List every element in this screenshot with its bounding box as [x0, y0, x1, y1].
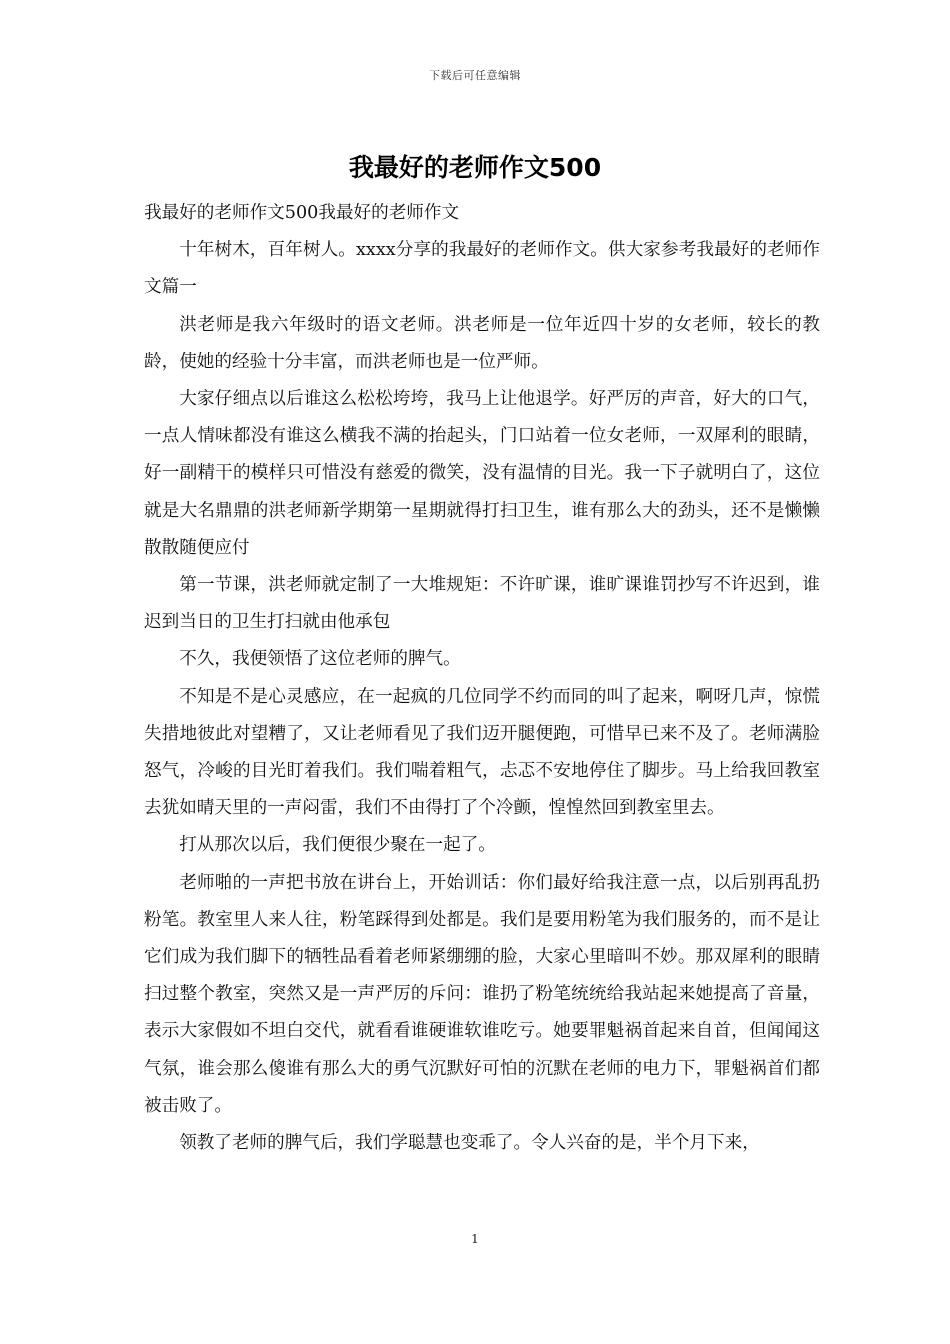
paragraph: 领教了老师的脾气后，我们学聪慧也变乖了。令人兴奋的是，半个月下来，: [179, 1133, 760, 1154]
paragraph: 老师啪的一声把书放在讲台上，开始训话：你们最好给我注意一点，以后别再乱扔粉笔。教室里人来人往，粉笔踩得到处都是。我们是要用粉笔为我们服务的，而不是让它们成为我们脚下的牺牲品看着老师紧绷绷的脸，大家心里暗叫不妙。那双犀利的眼睛扫过整个教室，突然又是一声严厉的斥问：谁扔了粉笔统统给我站起来她提高了音量，表示大家假如不坦白交代，就看看谁硬谁软谁吃亏。她要罪魁祸首起来自首，但闻闻这气氛，谁会那么傻谁有那么大的勇气沉默好可怕的沉默在老师的电力下，罪魁祸首们都被击败了。: [144, 872, 820, 1116]
paragraph: 洪老师是我六年级时的语文老师。洪老师是一位年近四十岁的女老师，较长的教龄，使她的经验十分丰富，而洪老师也是一位严师。: [144, 314, 820, 372]
paragraph: 大家仔细点以后谁这么松松垮垮，我马上让他退学。好严厉的声音，好大的口气，一点人情味都没有谁这么横我不满的抬起头，门口站着一位女老师，一双犀利的眼睛，好一副精干的模样只可惜没有慈爱的微笑，没有温情的目光。我一下子就明白了，这位就是大名鼎鼎的洪老师新学期第一星期就得打扫卫生，谁有那么大的劲头，还不是懒懒散散随便应付: [144, 389, 820, 558]
page-header: 下载后可任意编辑: [429, 69, 521, 82]
paragraph: 第一节课，洪老师就定制了一大堆规矩：不许旷课，谁旷课谁罚抄写不许迟到，谁迟到当日的卫生打扫就由他承包: [144, 575, 820, 633]
document-title: 我最好的老师作文500: [348, 153, 602, 182]
page-number: 1: [471, 1232, 479, 1246]
document-subtitle: 我最好的老师作文500我最好的老师作文: [144, 203, 460, 223]
paragraph: 十年树木，百年树人。xxxx分享的我最好的老师作文。供大家参考我最好的老师作文篇一: [144, 240, 820, 298]
paragraph: 不久，我便领悟了这位老师的脾气。: [179, 649, 461, 670]
paragraph: 不知是不是心灵感应，在一起疯的几位同学不约而同的叫了起来，啊呀几声，惊慌失措地彼此对望糟了，又让老师看见了我们迈开腿便跑，可惜早已来不及了。老师满脸怒气，冷峻的目光盯着我们。我们喘着粗气，忐忑不安地停住了脚步。马上给我回教室去犹如晴天里的一声闷雷，我们不由得打了个冷颤，惶惶然回到教室里去。: [144, 686, 820, 819]
paragraph: 打从那次以后，我们便很少聚在一起了。: [179, 835, 496, 856]
document-body: [144, 195, 820, 1162]
